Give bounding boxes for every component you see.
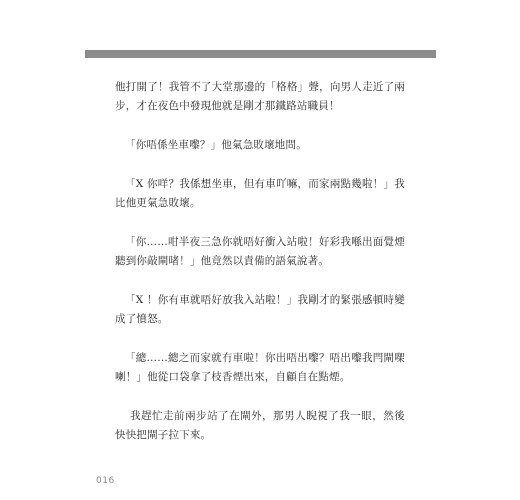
paragraph-5: 「X ！你有車就唔好放我入站啦！」我剛才的緊張感頓時變成了憤怒。 [115,294,405,325]
paragraph-3: 「X 你咩？我係想坐車，但有車吖嘛，而家兩點幾啦！」我比他更氣急敗壞。 [115,178,405,209]
paragraph-4: 「你……咁半夜三急你就唔好衝入站啦！好彩我喺出面覺煙聽到你敲閘啫！」他竟然以責備的語氣說著。 [115,236,405,267]
paragraph-7: 我趕忙走前兩步站了在閘外，那男人睨視了我一眼，然後快快把閘子拉下來。 [115,410,405,441]
body-text [115,78,405,465]
page-number: 016 [96,476,115,486]
paragraph-1: 他打開了！我管不了大堂那邊的「格格」聲，向男人走近了兩步，才在夜色中發現他就是剛才那鐵路站職員！ [115,81,405,112]
paragraph-6: 「總……總之而家就冇車啦！你出唔出嚟？唔出嚟我閂閘㗎喇！」他從口袋拿了枝香煙出來，自顧自在點煙。 [115,352,405,383]
header-rule [85,50,436,58]
paragraph-2: 「你唔係坐車嚟？」他氣急敗壞地問。 [125,139,307,151]
